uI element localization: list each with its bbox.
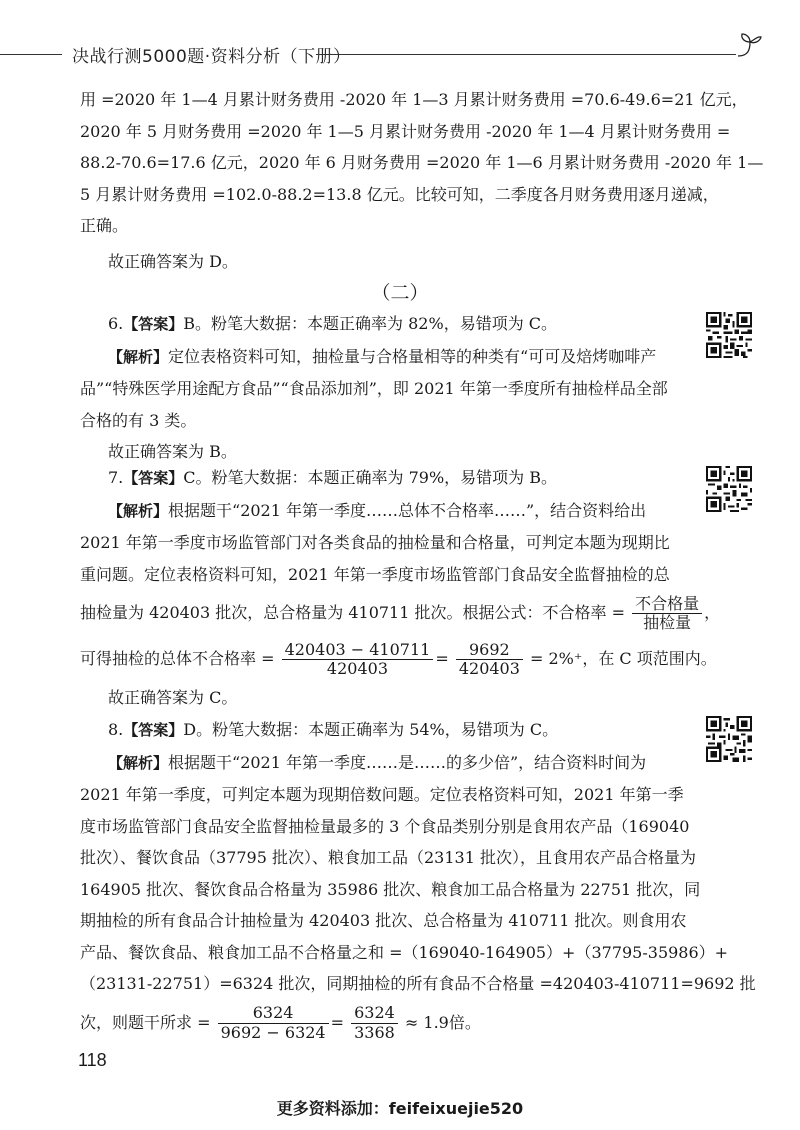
q6-analysis-line: 品”“特殊医学用途配方食品”“食品添加剂”，即 2021 年第一季度所有抽检样品全部 <box>80 379 668 398</box>
q8-fraction-1 <box>218 1004 329 1042</box>
intro-line: 正确。 <box>80 216 129 235</box>
q8-answer-line <box>80 714 710 747</box>
q8-fraction-1-denominator: 9692 − 6324 <box>220 1022 326 1042</box>
q7-line5-result: = 2%⁺，在 C 项范围内。 <box>530 649 717 668</box>
q8-analysis-line <box>80 747 710 780</box>
intro-line: 88.2-70.6=17.6 亿元，2020 年 6 月财务费用 =2020 年 1—6 月累计财务费用 -2020 年 1— <box>80 153 764 172</box>
q7-analysis-line <box>80 495 710 528</box>
q7-line5-prefix: 可得抽检的总体不合格率 = <box>80 649 275 668</box>
qr-code-icon[interactable] <box>706 716 752 762</box>
qr-code-icon[interactable] <box>706 466 752 512</box>
intro-line: 5 月累计财务费用 =102.0-88.2=13.8 亿元。比较可知，二季度各月财务费用逐月递减， <box>80 184 719 204</box>
page-number: 118 <box>78 1050 107 1070</box>
sprout-icon <box>734 30 764 60</box>
q7-analysis-line: 重问题。定位表格资料可知，2021 年第一季度市场监管部门食品安全监督抽检的总 <box>80 564 670 584</box>
qr-code-icon[interactable] <box>706 312 752 358</box>
q8-analysis-line: 产品、餐饮食品、粮食加工品不合格量之和 =（169040-164905）+（37795-35986）+ <box>80 942 729 962</box>
q8-fraction-1-numerator: 6324 <box>218 1004 329 1023</box>
q8-answer-text: D。粉笔大数据：本题正确率为 54%，易错项为 C。 <box>183 720 559 739</box>
q7-fraction-2-numerator: 9692 <box>456 641 523 660</box>
q7-fraction-1 <box>282 641 434 679</box>
q6-answer-line <box>80 308 710 341</box>
q8-last-prefix: 次，则题干所求 = <box>80 1012 211 1032</box>
q7-number: 7. <box>108 468 124 487</box>
q8-calculation-line: 次，则题干所求 = $\frac{6324}{9692 - 6324}$ = $\frac{6324}{3368}$ ≈ 1.9倍。 <box>80 1003 481 1042</box>
header-title: 决战行测5000题·资料分析（下册） <box>72 47 351 67</box>
question-6 <box>80 308 710 468</box>
q7-fraction-1-denominator: 420403 <box>326 659 388 678</box>
q7-answer-line <box>80 462 710 495</box>
answer-tag: 【答案】 <box>123 721 184 739</box>
formula-denominator: 抽检量 <box>643 613 692 632</box>
analysis-tag: 【解析】 <box>108 501 169 520</box>
q7-analysis-text: 根据题干“2021 年第一季度……总体不合格率……”，结合资料给出 <box>168 500 647 520</box>
q8-analysis-line: 期抽检的所有食品合计抽检量为 420403 批次、总合格量为 410711 批次。则食用农 <box>80 911 687 930</box>
q6-analysis-text: 定位表格资料可知，抽检量与合格量相等的种类有“可可及焙烤咖啡产 <box>168 346 657 366</box>
question-8 <box>80 714 756 1046</box>
intro-conclusion: 故正确答案为 D。 <box>108 251 238 271</box>
q8-analysis-line: 批次）、餐饮食品（37795 批次）、粮食加工品（23131 批次），且食用农产品合格量为 <box>80 848 696 867</box>
q7-conclusion: 故正确答案为 C。 <box>108 688 238 707</box>
intro-line: 2020 年 5 月财务费用 =2020 年 1—5 月累计财务费用 -2020 年 1—4 月累计财务费用 = <box>80 121 731 141</box>
q8-fraction-2-denominator: 3368 <box>354 1022 395 1042</box>
q8-fraction-2 <box>351 1004 398 1042</box>
question-7 <box>80 462 721 714</box>
answer-tag: 【答案】 <box>123 469 184 487</box>
q8-analysis-line: 2021 年第一季度，可判定本题为现期倍数问题。定位表格资料可知，2021 年第一季 <box>80 785 684 804</box>
intro-line: 用 =2020 年 1—4 月累计财务费用 -2020 年 1—3 月累计财务费用 =70.6-49.6=21 亿元， <box>80 90 748 109</box>
footer-note: 更多资料添加：feifeixuejie520 <box>276 1099 524 1118</box>
q7-answer-text: C。粉笔大数据：本题正确率为 79%，易错项为 B。 <box>183 468 558 487</box>
q7-fraction-1-numerator: 420403 − 410711 <box>282 641 434 660</box>
q6-analysis-line: 合格的有 3 类。 <box>80 410 197 430</box>
q8-analysis-text: 根据题干“2021 年第一季度……是……的多少倍”，结合资料时间为 <box>168 752 647 772</box>
q8-fraction-2-numerator: 6324 <box>351 1004 398 1023</box>
q6-answer-text: B。粉笔大数据：本题正确率为 82%，易错项为 C。 <box>183 314 558 333</box>
q7-fraction-2 <box>456 641 523 679</box>
answer-tag: 【答案】 <box>123 315 184 333</box>
header-rule-right <box>316 54 736 55</box>
section-title: （二） <box>371 282 429 304</box>
formula-numerator: 不合格量 <box>632 595 702 614</box>
q8-analysis-line: 度市场监管部门食品安全监督抽检量最多的 3 个食品类别分别是食用农产品（169040 <box>80 816 690 836</box>
q7-formula-line: 抽检量为 420403 批次，总合格量为 410711 批次。根据公式：不合格率 = $\frac{\text{不合格量}}{\text{抽检量}}$ ， <box>80 593 721 632</box>
analysis-tag: 【解析】 <box>108 347 169 366</box>
nonconformity-rate-formula <box>632 595 702 633</box>
intro-paragraph <box>80 84 764 277</box>
q6-analysis-line <box>80 341 710 374</box>
q6-number: 6. <box>108 314 124 333</box>
q7-analysis-line: 2021 年第一季度市场监管部门对各类食品的抽检量和合格量，可判定本题为现期比 <box>80 533 670 552</box>
q8-number: 8. <box>108 720 124 739</box>
q7-calculation-line: 可得抽检的总体不合格率 = $\frac{420403 - 410711}{420403}$ = $\frac{9692}{420403}$ = 2%⁺，在 C 项范围内。 <box>80 639 717 678</box>
q8-analysis-line: 164905 批次、餐饮食品合格量为 35986 批次、粮食加工品合格量为 22751 批次，同 <box>80 879 701 899</box>
analysis-tag: 【解析】 <box>108 753 169 772</box>
q7-fraction-2-denominator: 420403 <box>458 659 520 678</box>
q7-line4-text: 抽检量为 420403 批次，总合格量为 410711 批次。根据公式：不合格率 = <box>80 603 625 622</box>
q8-analysis-line: （23131-22751）=6324 批次，同期抽检的所有食品不合格量 =420403-410711=9692 批 <box>80 974 756 993</box>
q6-conclusion: 故正确答案为 B。 <box>108 442 237 461</box>
q8-last-result: ≈ 1.9倍。 <box>404 1012 481 1032</box>
header-rule-left <box>0 54 62 55</box>
